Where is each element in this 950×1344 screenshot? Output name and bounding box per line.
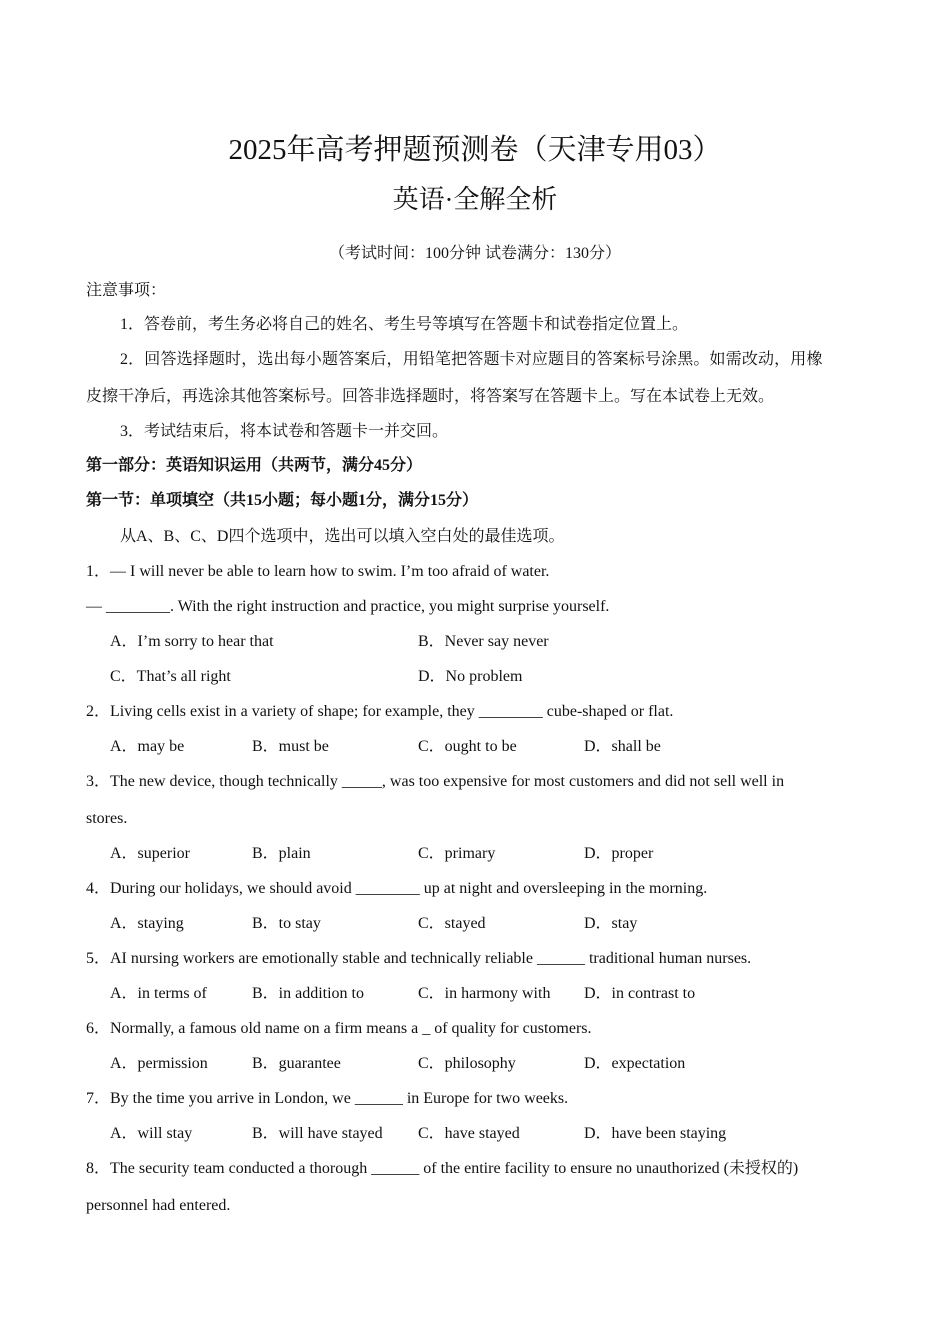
question-6-stem: 6．Normally, a famous old name on a firm means a _ of quality for customers. [86,1020,592,1037]
question-5-option-d: D．in contrast to [584,985,696,1002]
question-2-stem: 2．Living cells exist in a variety of shape; for example, they ________ cube-shaped or flat. [86,703,674,720]
question-5-option-a: A．in terms of [110,985,207,1002]
question-3-stem: 3．The new device, though technically _____, was too expensive for most customers and did not sell well in [86,773,785,790]
question-5-stem: 5．AI nursing workers are emotionally stable and technically reliable ______ traditional human nurses. [86,950,752,967]
question-1-reply: — ________. With the right instruction and practice, you might surprise yourself. [86,598,610,615]
question-4-option-b: B．to stay [252,915,321,932]
question-4-option-c: C．stayed [418,915,486,932]
question-8-stem: 8．The security team conducted a thorough ______ of the entire facility to ensure no unauthorized (未授权的) [86,1160,799,1177]
question-3-option-a: A．superior [110,845,190,862]
section-1-heading: 第一节：单项填空（共15小题；每小题1分，满分15分） [86,492,479,509]
question-3-option-b: B．plain [252,845,311,862]
question-3-option-d: D．proper [584,845,654,862]
exam-info: （考试时间：100分钟 试卷满分：130分） [328,245,621,262]
question-6-option-b: B．guarantee [252,1055,341,1072]
notice-heading: 注意事项： [86,282,167,299]
question-7-option-c: C．have stayed [418,1125,520,1142]
question-5-option-c: C．in harmony with [418,985,551,1002]
question-7-option-a: A．will stay [110,1125,193,1142]
question-1-option-b: B．Never say never [418,633,549,650]
question-3-stem-continued: stores. [86,810,128,827]
question-2-option-d: D．shall be [584,738,661,755]
question-1-stem: 1．— I will never be able to learn how to swim. I’m too afraid of water. [86,563,550,580]
question-8-stem-continued: personnel had entered. [86,1197,231,1214]
question-2-option-c: C．ought to be [418,738,517,755]
question-6-option-d: D．expectation [584,1055,686,1072]
question-5-option-b: B．in addition to [252,985,365,1002]
question-6-option-c: C．philosophy [418,1055,516,1072]
page-title: 2025年高考押题预测卷（天津专用03） [228,134,722,166]
question-1-option-d: D．No problem [418,668,523,685]
question-4-option-d: D．stay [584,915,638,932]
question-4-option-a: A．staying [110,915,184,932]
question-7-option-d: D．have been staying [584,1125,727,1142]
question-7-stem: 7．By the time you arrive in London, we ______ in Europe for two weeks. [86,1090,569,1107]
question-3-option-c: C．primary [418,845,496,862]
question-7-option-b: B．will have stayed [252,1125,383,1142]
section-instruction: 从A、B、C、D四个选项中，选出可以填入空白处的最佳选项。 [120,528,565,545]
page-subtitle: 英语·全解全析 [392,185,558,214]
question-6-option-a: A．permission [110,1055,208,1072]
question-1-option-c: C．That’s all right [110,668,231,685]
question-2-option-b: B．must be [252,738,329,755]
notice-item-2-line-2: 皮擦干净后，再选涂其他答案标号。回答非选择题时，将答案写在答题卡上。写在本试卷上无效。 [86,388,775,405]
part-1-heading: 第一部分：英语知识运用（共两节，满分45分） [86,457,423,474]
question-2-option-a: A．may be [110,738,185,755]
question-1-option-a: A．I’m sorry to hear that [110,633,274,650]
notice-item-2-line-1: 2．回答选择题时，选出每小题答案后，用铅笔把答题卡对应题目的答案标号涂黑。如需改动，用橡 [120,351,823,368]
question-4-stem: 4．During our holidays, we should avoid ________ up at night and oversleeping in the morning. [86,880,708,897]
notice-item-1: 1．答卷前，考生务必将自己的姓名、考生号等填写在答题卡和试卷指定位置上。 [120,316,689,333]
notice-item-3: 3．考试结束后，将本试卷和答题卡一并交回。 [120,423,449,440]
